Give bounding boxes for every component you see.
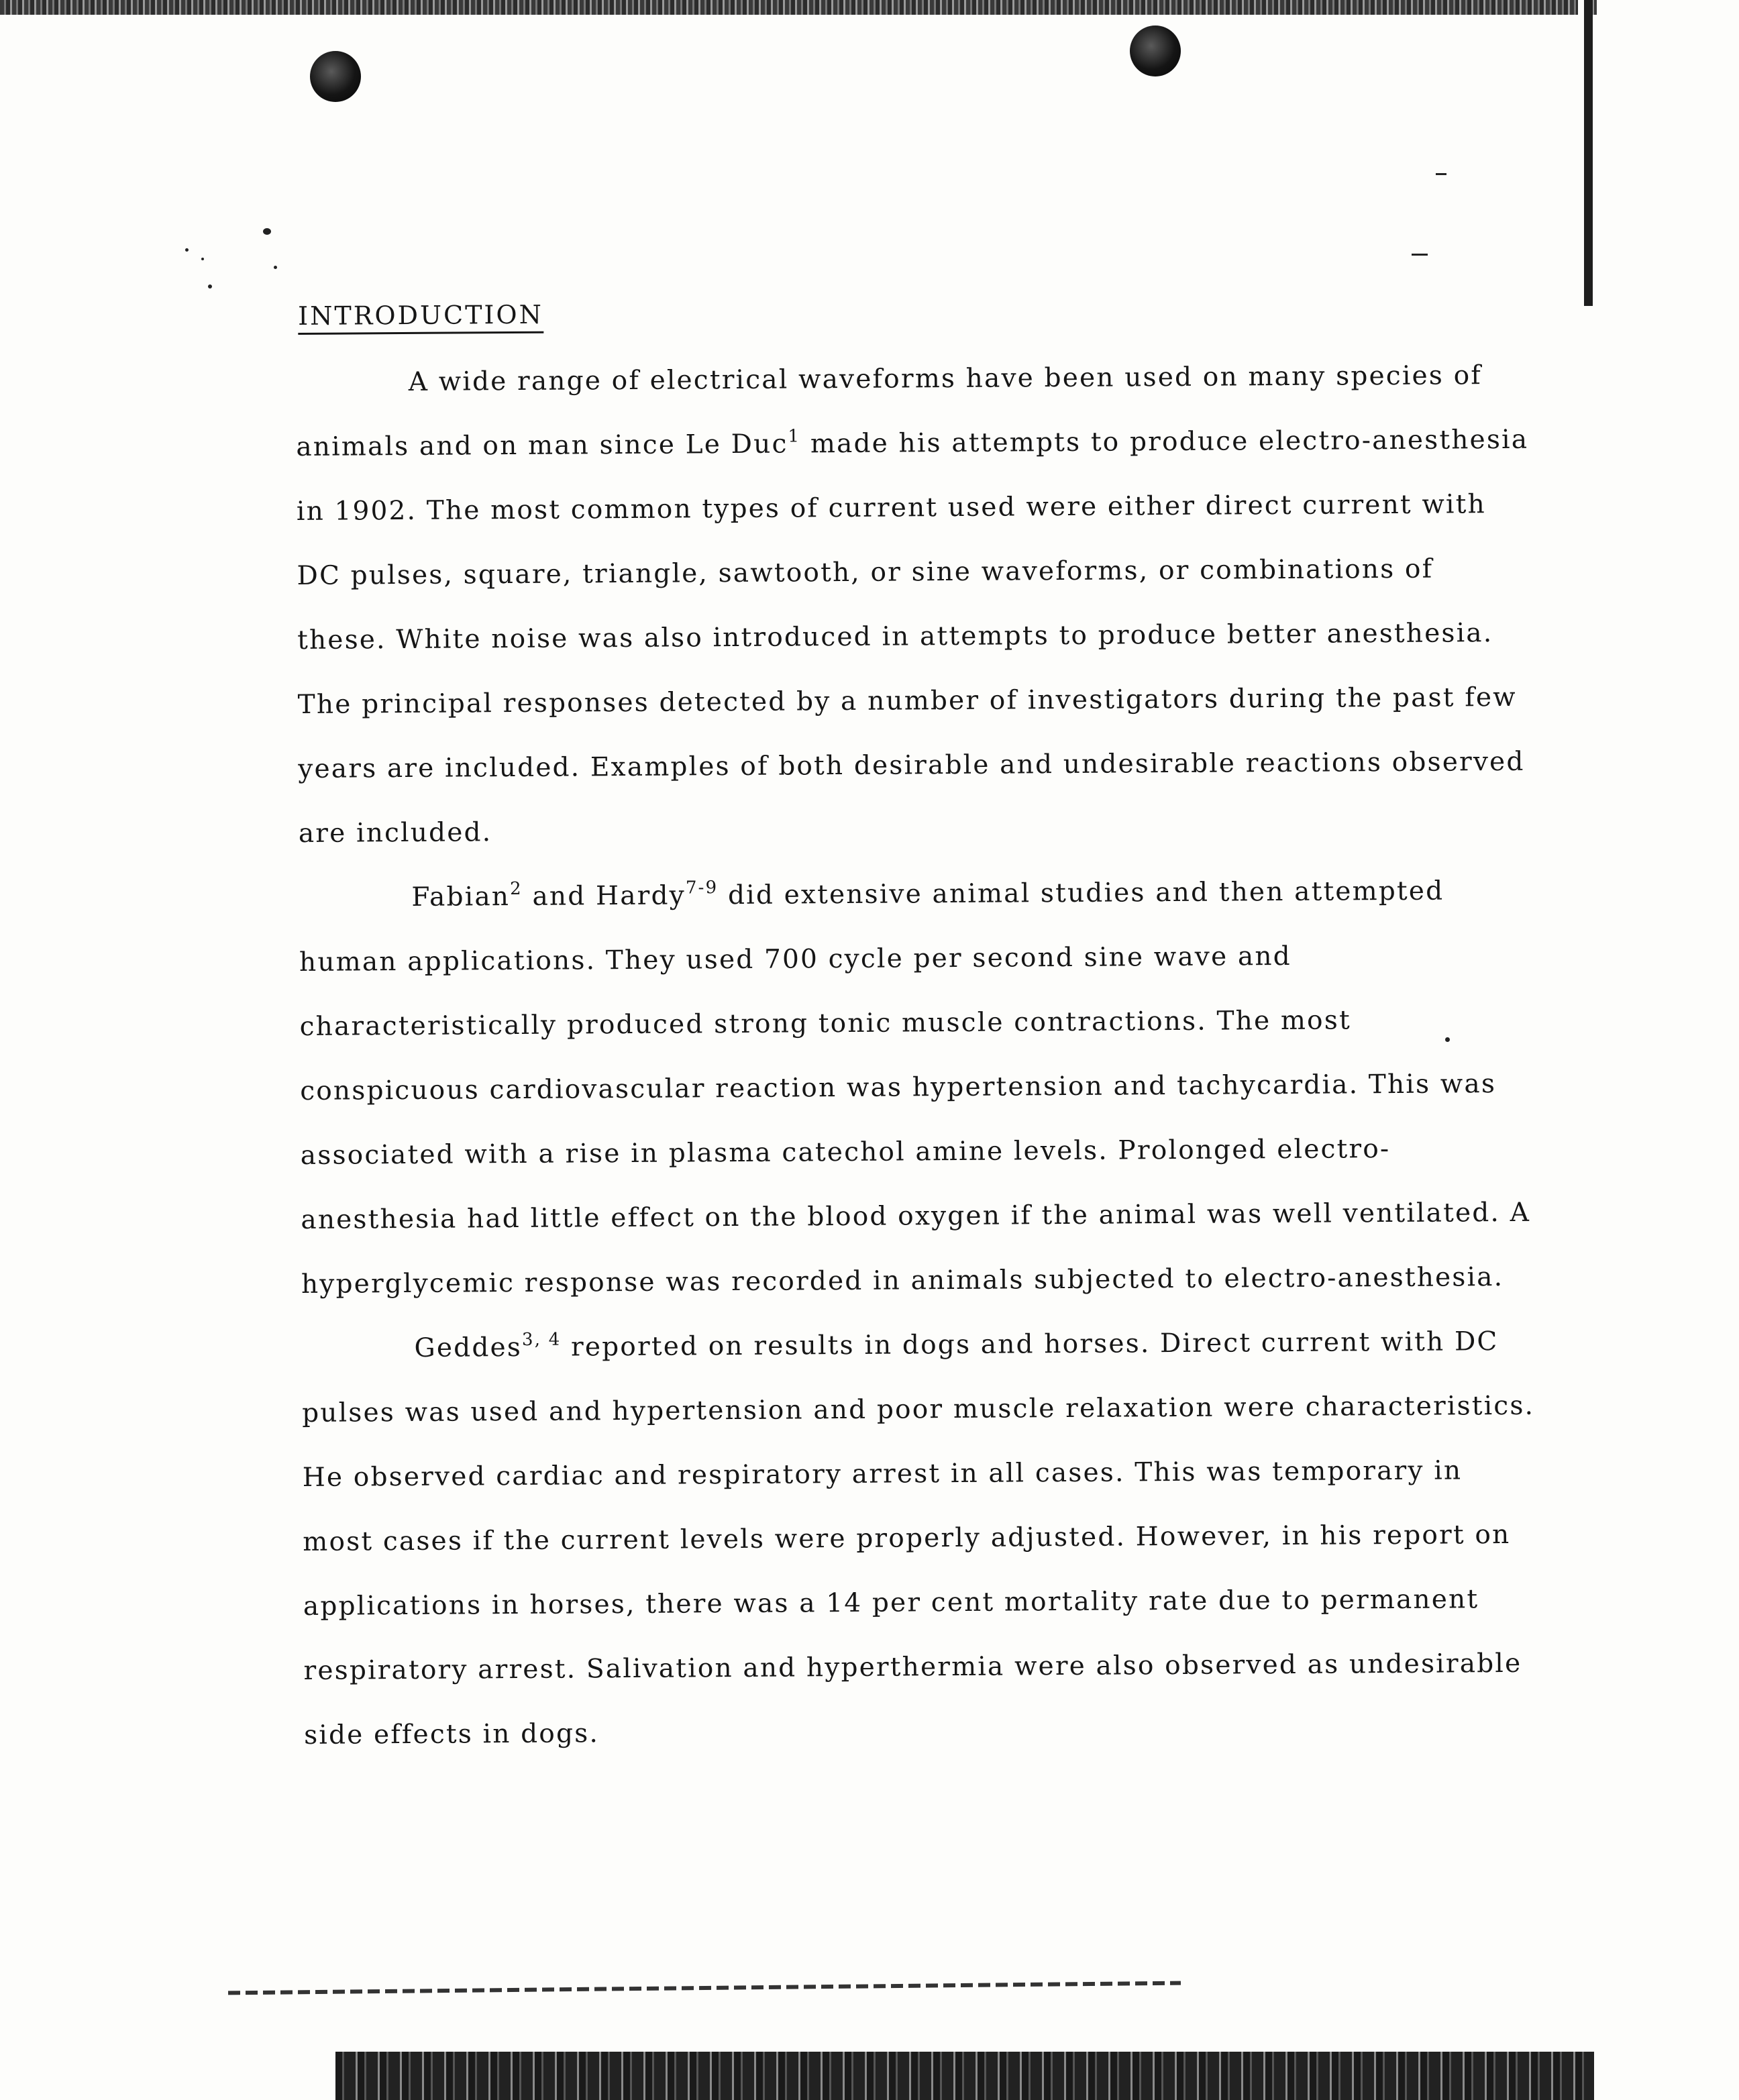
punch-hole-left xyxy=(310,51,361,102)
paragraph-text: made his attempts to produce electro-anesthesia in 1902. The most common types of current used were either direct current with DC pulses, square, triangle, sawtooth, or sine waveforms, or combinations of these. White noise was also introduced in attempts to produce better anesthesia. The principal responses detected by a number of investigators during the past few years are included. Examples of both desirable and undesirable reactions observed are included. xyxy=(296,424,1529,849)
citation-ref: 3, 4 xyxy=(521,1329,562,1350)
citation-ref: 7-9 xyxy=(685,877,719,898)
paragraph xyxy=(301,1309,1538,1767)
scan-speck xyxy=(263,228,271,235)
paragraph-text: A wide range of electrical waveforms have been used on many species of animals and on man since Le Duc xyxy=(296,360,1483,462)
paragraph-text: Fabian xyxy=(411,881,511,912)
paragraph xyxy=(296,343,1534,865)
scan-speck xyxy=(185,248,189,252)
scan-edge-right xyxy=(1578,0,1593,306)
scan-speck xyxy=(274,266,277,269)
paragraph xyxy=(299,858,1536,1316)
citation-ref: 2 xyxy=(510,878,523,899)
paragraph-text: Geddes xyxy=(414,1332,523,1363)
scan-edge-top xyxy=(0,0,1597,15)
scan-speck xyxy=(1436,173,1446,175)
document-page xyxy=(295,288,1538,1768)
scan-edge-bottom xyxy=(335,2052,1594,2100)
citation-ref: 1 xyxy=(788,425,801,447)
scan-speck xyxy=(1412,254,1428,256)
paragraph-text: did extensive animal studies and then attempted human applications. They used 700 cycle per second sine wave and characteristically produced strong tonic muscle contractions. The most conspicuous cardiovascular reaction was hypertension and tachycardia. This was associated with a rise in plasma catechol amine levels. Prolonged electro-anesthesia had little effect on the blood oxygen if the animal was well ventilated. A hyperglycemic response was recorded in animals subjected to electro-anesthesia. xyxy=(299,876,1531,1300)
paragraph-text: reported on results in dogs and horses. Direct current with DC pulses was used and hypertension and poor muscle relaxation were characteristics. He observed cardiac and respiratory arrest in all cases. This was temporary in most cases if the current levels were properly adjusted. However, in his report on applications in horses, there was a 14 per cent mortality rate due to permanent respiratory arrest. Salivation and hyperthermia were also observed as undesirable side effects in dogs. xyxy=(302,1326,1535,1750)
punch-hole-right xyxy=(1130,25,1181,76)
section-heading: INTRODUCTION xyxy=(298,299,543,335)
footer-rule xyxy=(228,1981,1181,1995)
scan-speck xyxy=(201,258,204,260)
paragraph-text: and Hardy xyxy=(522,880,686,912)
scan-speck xyxy=(208,284,212,288)
